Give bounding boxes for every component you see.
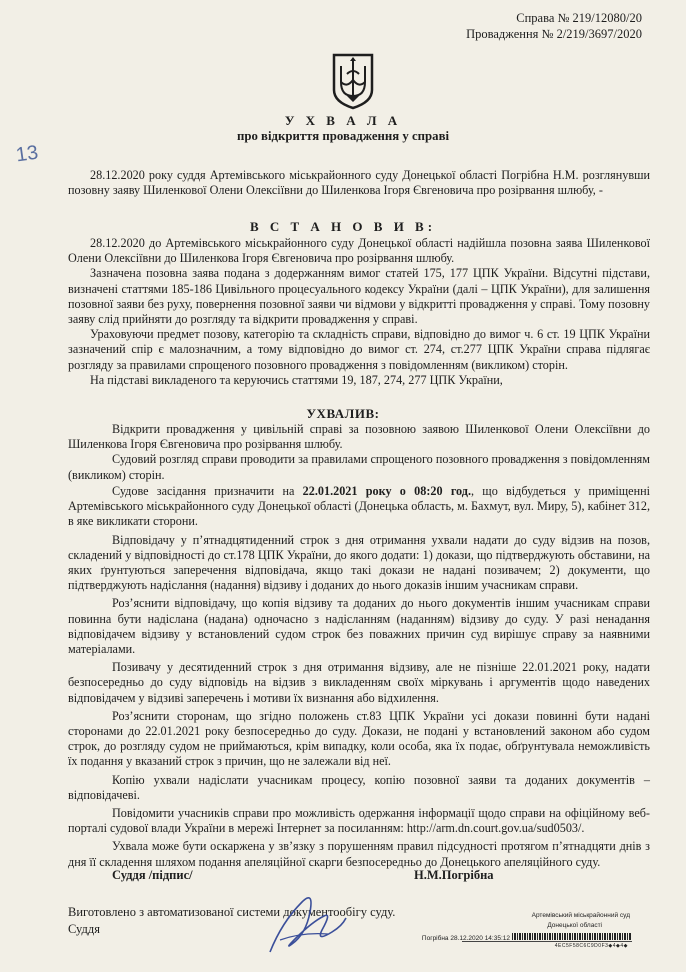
hearing-before: Судове засідання призначити на	[112, 484, 303, 498]
established-heading: В С Т А Н О В И В:	[249, 219, 437, 234]
signature-label: Суддя /підпис/	[112, 868, 193, 882]
electronic-signature-stamp	[421, 912, 632, 952]
established-paragraph: Зазначена позовна заява подана з додержанням вимог статей 175, 177 ЦПК України. Відсутні підстави, визначені статтями 185-186 Цивільного процесуального кодексу України (далі – ЦПК України), для залишення позовної заяви без руху, повернення позовної заяви чи відмови у відкритті провадження у справі. Тому позовну заяву слід прийняти до розгляду та відкрити провадження у справі.	[68, 266, 650, 327]
order-paragraph: Відповідачу у п’ятнадцятиденний строк з дня отримання ухвали надати до суду відзив на позов, складений у відповідності до ст.178 ЦПК України, до якого додати: 1) докази, що підтверджують обставини, на яких ґрунтуються заперечення відповідача, якщо такі докази не надані позивачем; 2) документи, що підтверджують надіслання (надання) відзиву і доданих до нього доказів іншим учасникам справи.	[68, 532, 650, 593]
ruled-paragraph: Судовий розгляд справи проводити за правилами спрощеного позовного провадження з повідомленням (викликом) сторін.	[68, 452, 651, 482]
handwritten-margin-note: 13	[14, 141, 40, 167]
stamp-serial: 4EC5F58C6C9D0F3◆4◆4◆	[554, 943, 628, 949]
document-subtitle: про відкриття провадження у справі	[236, 129, 450, 143]
document-title: У Х В А Л А	[284, 113, 402, 128]
ruled-paragraph: Відкрити провадження у цивільній справі за позовною заявою Шиленкової Олени Олексіївни до Шиленкова Ігоря Євгеновича про розірвання шлюбу.	[68, 422, 650, 452]
handwritten-signature	[262, 882, 352, 962]
footer-judge-label: Суддя	[68, 922, 100, 936]
established-section	[68, 236, 650, 388]
ruled-section	[68, 422, 650, 483]
established-paragraph: На підставі викладеного та керуючись статтями 19, 187, 274, 277 ЦПК України,	[90, 372, 503, 387]
intro-text: 28.12.2020 року суддя Артемівського міськрайонного суду Донецької області Погрібна Н.М. розглянувши позовну заяву Шиленкової Олени Олексіївни до Шиленкова Ігоря Євгеновича про розірвання шлюбу, -	[68, 168, 650, 198]
stamp-signed-by: Погрібна 28.12.2020 14:35:12	[421, 935, 510, 942]
hearing-date: 22.01.2021 року о 08:20 год.	[302, 484, 472, 498]
coat-of-arms-emblem	[331, 52, 375, 110]
order-paragraph: Ухвала може бути оскаржена у зв’язку з порушенням правил підсудності протягом п’ятнадцяти днів з дня її складення шляхом подання апеляційної скарги безпосередньо до Донецького апеляційного суду.	[68, 839, 650, 869]
established-paragraph: Ураховуючи предмет позову, категорію та складність справи, відповідно до вимог ч. 6 ст. 19 ЦПК України зазначений спір є малозначним, а тому відповідно до вимог ст. 274, ст.277 ЦПК України справа підлягає розгляду за правилами спрощеного позовного провадження з повідомленням (викликом) сторін.	[68, 327, 650, 372]
order-paragraph: Роз’яснити відповідачу, що копія відзиву та доданих до нього документів іншим учасникам справи повинна бути надіслана (надана) одночасно з надісланням (наданням) відзиву до суду. У разі ненадання відповідачем відзиву у встановлений судом строк без поважних причин суд вирішує справу за наявними матеріалами.	[68, 596, 650, 657]
ruled-heading: УХВАЛИВ:	[306, 406, 380, 421]
stamp-court-name: Артемівський міськрайонний суд	[531, 912, 630, 919]
order-paragraph: Копію ухвали надіслати учасникам процесу, копію позовної заяви та доданих документів – відповідачеві.	[68, 772, 650, 802]
order-paragraph: Позивачу у десятиденний строк з дня отримання відзиву, але не пізніше 22.01.2021 року, надати безпосередньо до суду відповідь на відзив з викладенням своїх міркувань і аргументів щодо наведених відповідачем у відзиві заперечень і мотиви їх визнання або відхилення.	[68, 660, 650, 705]
order-paragraph: Повідомити учасників справи про можливість одержання інформації щодо справи на офіційному веб-порталі судової влади України в мережі Інтернет за посиланням: http://arm.dn.court.gov.ua/sud0503/.	[68, 806, 650, 836]
case-number: Справа № 219/12080/20	[516, 11, 642, 25]
signature-name: Н.М.Погрібна	[414, 868, 494, 882]
established-paragraph: 28.12.2020 до Артемівського міськрайонного суду Донецької області надійшла позовна заява Шиленкової Олени Олексіївни до Шиленкова Ігоря Євгеновича про розірвання шлюбу.	[68, 236, 650, 266]
intro-paragraph	[68, 168, 650, 198]
generated-note: Виготовлено з автоматизованої системи документообігу суду.	[68, 905, 396, 919]
orders-section	[68, 484, 650, 870]
hearing-paragraph	[68, 484, 650, 530]
hearing-after: , що відбудеться у приміщенні Артемівського міськрайонного суду Донецької області (Донецька область, м. Бахмут, вул. Миру, 5), кабінет 312, в яке викликати сторони.	[68, 484, 650, 529]
order-paragraph: Роз’яснити сторонам, що згідно положень ст.83 ЦПК України усі докази повинні бути надані сторонами до 22.01.2021 року безпосередньо до суду. Докази, не подані у встановлений законом або судом строк, до розгляду судом не приймаються, крім випадку, коли особа, яка їх подає, обґрунтувала неможливість їх подання у вказаний строк з причин, що не залежали від неї.	[68, 708, 650, 769]
case-number-block	[466, 10, 642, 42]
stamp-barcode	[512, 933, 632, 940]
proceeding-number: Провадження № 2/219/3697/2020	[466, 27, 642, 41]
stamp-region: Донецької області	[547, 922, 602, 929]
